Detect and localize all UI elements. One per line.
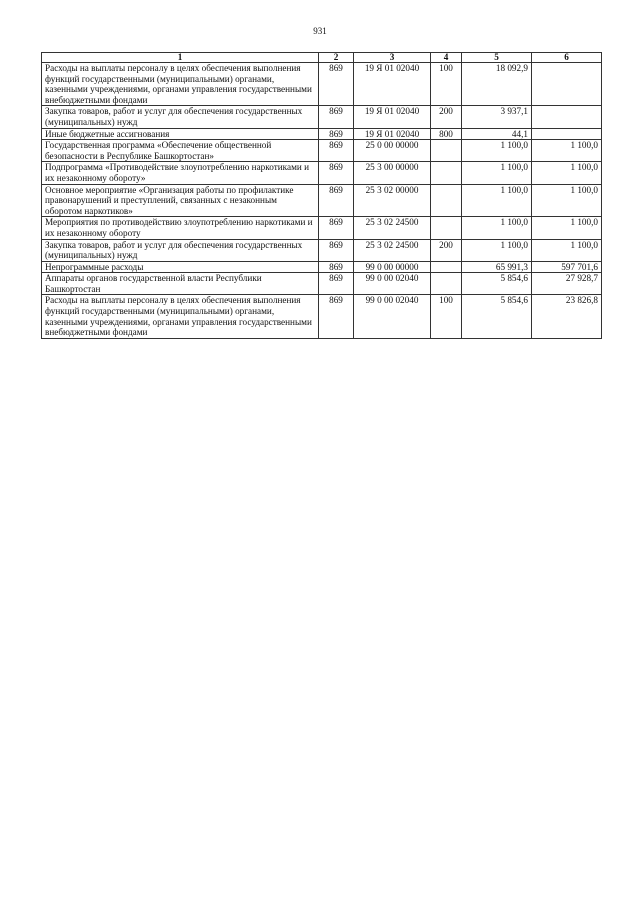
row-ministry-code: 869 (319, 63, 354, 106)
row-sum-b: 23 826,8 (532, 295, 602, 338)
row-expense-type: 100 (431, 295, 462, 338)
row-sum-b: 1 100,0 (532, 239, 602, 261)
table-row (42, 128, 602, 140)
row-sum-a: 1 100,0 (462, 239, 532, 261)
header-cell-2: 2 (319, 53, 354, 63)
header-cell-5: 5 (462, 53, 532, 63)
row-target-code: 19 Я 01 02040 (354, 128, 431, 140)
row-sum-a: 5 854,6 (462, 295, 532, 338)
row-sum-b (532, 106, 602, 128)
row-ministry-code: 869 (319, 217, 354, 239)
table-row (42, 140, 602, 162)
row-expense-type (431, 184, 462, 217)
row-target-code: 25 3 02 24500 (354, 239, 431, 261)
header-cell-6: 6 (532, 53, 602, 63)
row-name: Подпрограмма «Противодействие злоупотреблению наркотиками и их незаконному обороту» (42, 162, 319, 184)
row-sum-a: 1 100,0 (462, 140, 532, 162)
row-ministry-code: 869 (319, 128, 354, 140)
row-name: Иные бюджетные ассигнования (42, 128, 319, 140)
row-sum-b: 27 928,7 (532, 273, 602, 295)
row-sum-b (532, 128, 602, 140)
table-row (42, 261, 602, 273)
header-cell-4: 4 (431, 53, 462, 63)
row-target-code: 25 0 00 00000 (354, 140, 431, 162)
row-sum-b: 1 100,0 (532, 184, 602, 217)
row-name: Расходы на выплаты персоналу в целях обеспечения выполнения функций государственными (муниципальными) органами, казенными учреждениями, органами управления государственными внебюджетными фондами (42, 295, 319, 338)
budget-table (41, 52, 602, 339)
row-sum-b (532, 63, 602, 106)
row-name: Государственная программа «Обеспечение общественной безопасности в Республике Башкортостан» (42, 140, 319, 162)
row-expense-type: 100 (431, 63, 462, 106)
row-ministry-code: 869 (319, 162, 354, 184)
row-target-code: 25 3 02 24500 (354, 217, 431, 239)
row-name: Аппараты органов государственной власти Республики Башкортостан (42, 273, 319, 295)
row-sum-a: 18 092,9 (462, 63, 532, 106)
row-name: Основное мероприятие «Организация работы по профилактике правонарушений и преступлений, связанных с незаконным оборотом наркотиков» (42, 184, 319, 217)
row-name: Расходы на выплаты персоналу в целях обеспечения выполнения функций государственными (муниципальными) органами, казенными учреждениями, органами управления государственными внебюджетными фондами (42, 63, 319, 106)
table-row (42, 184, 602, 217)
table-row (42, 162, 602, 184)
table-row (42, 217, 602, 239)
row-sum-a: 1 100,0 (462, 184, 532, 217)
row-sum-a: 44,1 (462, 128, 532, 140)
row-sum-b: 1 100,0 (532, 162, 602, 184)
row-expense-type (431, 217, 462, 239)
table-row (42, 295, 602, 338)
row-ministry-code: 869 (319, 295, 354, 338)
row-sum-b: 597 701,6 (532, 261, 602, 273)
row-expense-type (431, 273, 462, 295)
row-target-code: 99 0 00 00000 (354, 261, 431, 273)
row-sum-a: 1 100,0 (462, 162, 532, 184)
row-ministry-code: 869 (319, 273, 354, 295)
row-sum-a: 3 937,1 (462, 106, 532, 128)
header-cell-1: 1 (42, 53, 319, 63)
row-expense-type: 200 (431, 106, 462, 128)
row-expense-type: 200 (431, 239, 462, 261)
row-name: Мероприятия по противодействию злоупотреблению наркотиками и их незаконному обороту (42, 217, 319, 239)
row-name: Закупка товаров, работ и услуг для обеспечения государственных (муниципальных) нужд (42, 106, 319, 128)
row-ministry-code: 869 (319, 184, 354, 217)
row-target-code: 19 Я 01 02040 (354, 106, 431, 128)
header-cell-3: 3 (354, 53, 431, 63)
table-row (42, 106, 602, 128)
row-sum-a: 65 991,3 (462, 261, 532, 273)
table-row (42, 63, 602, 106)
row-expense-type (431, 261, 462, 273)
row-ministry-code: 869 (319, 140, 354, 162)
table-row (42, 239, 602, 261)
row-ministry-code: 869 (319, 106, 354, 128)
row-expense-type (431, 140, 462, 162)
row-sum-b: 1 100,0 (532, 217, 602, 239)
row-ministry-code: 869 (319, 239, 354, 261)
row-target-code: 25 3 00 00000 (354, 162, 431, 184)
row-expense-type (431, 162, 462, 184)
row-name: Закупка товаров, работ и услуг для обеспечения государственных (муниципальных) нужд (42, 239, 319, 261)
row-name: Непрограммные расходы (42, 261, 319, 273)
row-target-code: 99 0 00 02040 (354, 295, 431, 338)
row-expense-type: 800 (431, 128, 462, 140)
row-sum-a: 5 854,6 (462, 273, 532, 295)
row-target-code: 19 Я 01 02040 (354, 63, 431, 106)
row-sum-b: 1 100,0 (532, 140, 602, 162)
page-number: 931 (313, 26, 327, 36)
header-row (42, 53, 602, 63)
table-row (42, 273, 602, 295)
row-ministry-code: 869 (319, 261, 354, 273)
row-target-code: 25 3 02 00000 (354, 184, 431, 217)
row-sum-a: 1 100,0 (462, 217, 532, 239)
row-target-code: 99 0 00 02040 (354, 273, 431, 295)
